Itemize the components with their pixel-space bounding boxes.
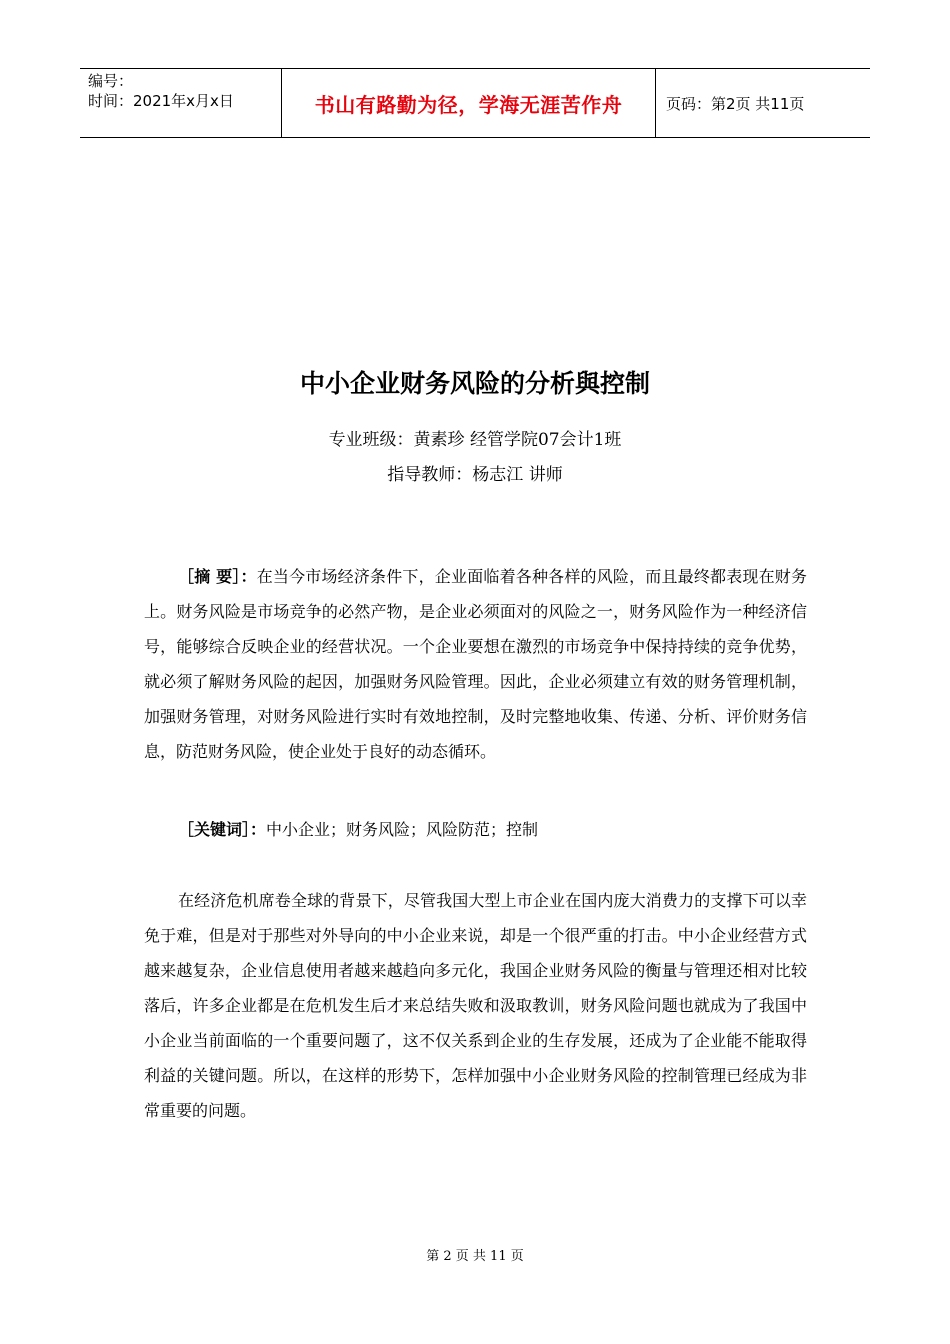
page-header xyxy=(80,68,870,138)
page-footer: 第 2 页 共 11 页 xyxy=(426,1249,524,1264)
abstract-paragraph xyxy=(144,559,807,769)
document-title: 中小企业财务风险的分析與控制 xyxy=(299,369,650,398)
abstract-label: ［摘 要］： xyxy=(178,567,257,586)
document-time-label: 时间：2021年x月x日 xyxy=(88,92,234,110)
header-meta-cell xyxy=(80,69,282,137)
header-page-info: 页码：第2页 共11页 xyxy=(666,94,805,113)
keywords-line xyxy=(178,815,538,845)
keywords-label: ［关键词］： xyxy=(178,820,267,839)
abstract-text: 在当今市场经济条件下，企业面临着各种各样的风险，而且最终都表现在财务上。财务风险是市场竞争的必然产物，是企业必须面对的风险之一，财务风险作为一种经济信号，能够综合反映企业的经营状况。一个企业要想在激烈的市场竞争中保持持续的竞争优势，就必须了解财务风险的起因，加强财务风险管理。因此，企业必须建立有效的财务管理机制，加强财务管理，对财务风险进行实时有效地控制，及时完整地收集、传递、分析、评价财务信息，防范财务风险，使企业处于良好的动态循环。 xyxy=(144,567,807,761)
keywords-text: 中小企业；财务风险；风险防范；控制 xyxy=(266,820,539,839)
body-paragraph: 在经济危机席卷全球的背景下，尽管我国大型上市企业在国内庞大消费力的支撑下可以幸免于难，但是对于那些对外导向的中小企业来说，却是一个很严重的打击。中小企业经营方式越来越复杂，企业信息使用者越来越趋向多元化，我国企业财务风险的衡量与管理还相对比较落后，许多企业都是在危机发生后才来总结失败和汲取教训，财务风险问题也就成为了我国中小企业当前面临的一个重要问题了，这不仅关系到企业的生存发展，还成为了企业能不能取得利益的关键问题。所以，在这样的形势下，怎样加强中小企业财务风险的控制管理已经成为非常重要的问题。 xyxy=(144,891,807,1120)
author-line: 专业班级：黄素珍 经管学院07会计1班 xyxy=(328,430,622,450)
advisor-line: 指导教师：杨志江 讲师 xyxy=(387,465,563,485)
header-motto: 书山有路勤为径，学海无涯苦作舟 xyxy=(282,69,656,137)
document-number-label: 编号： xyxy=(88,72,134,90)
